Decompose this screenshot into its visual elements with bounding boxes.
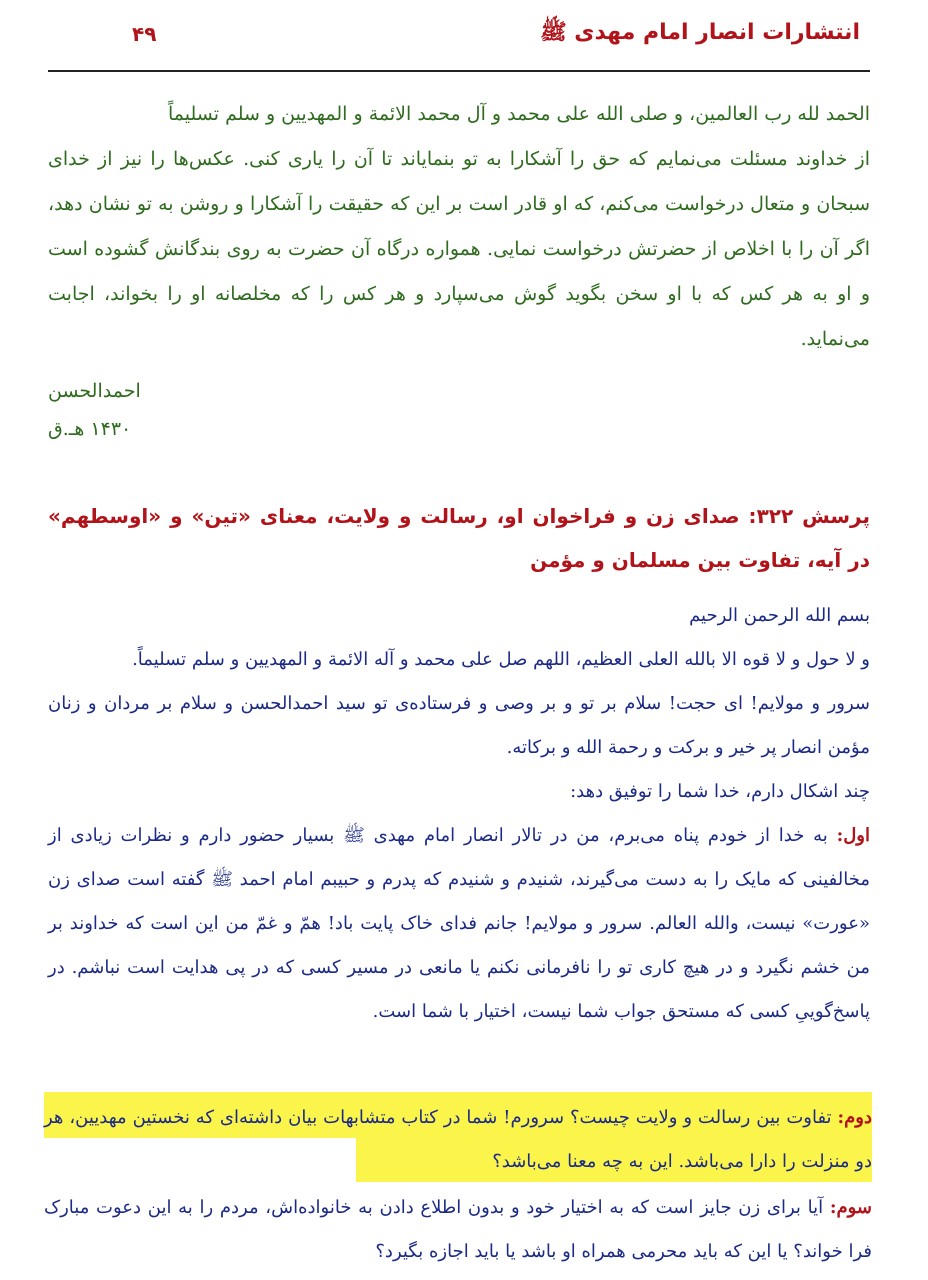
intro-paragraph: از خداوند مسئلت می‌نمایم که حق را آشکارا به تو بنمایاند تا آن را یاری کنی. عکس‌ها را نیز از خدای سبحان و متعال درخواست می‌کنم، که او قادر است بر این که حقیقت را آشکارا و روشن به تو نشان دهد، اگر آن را با اخلاص از حضرتش درخواست نمایی. همواره درگاه آن حضرت به روی بندگانش گشوده است و او به هر کس که با او سخن بگوید گوش می‌سپارد و هر کس را که مخلصانه او را بخواند، اجابت می‌نماید.	[48, 148, 870, 350]
second-label: دوم:	[837, 1107, 872, 1128]
third-text: آیا برای زن جایز است که به اختیار خود و بدون اطلاع دادن به خانواده‌اش، مردم را به این دعوت مبارک فرا خواند؟ یا این که باید محرمی همراه او باشد یا باید اجازه بگیرد؟	[44, 1197, 872, 1262]
page-number: ۴۹	[132, 22, 157, 46]
first-label: اول:	[836, 825, 870, 846]
intro-section	[48, 92, 870, 362]
second-point	[44, 1096, 872, 1184]
second-text: تفاوت بین رسالت و ولایت چیست؟ سرورم! شما در کتاب متشابهات بیان داشته‌ای که نخستین مهدیین، هر دو منزلت را دارا می‌باشد. این به چه معنا می‌باشد؟	[44, 1107, 872, 1172]
greeting-paragraph: سرور و مولایم! ای حجت! سلام بر تو و بر وصی و فرستاده‌ی تو سید احمدالحسن و سلام بر مردان و زنان مؤمن انصار پر خیر و برکت و رحمة الله و برکاته.	[48, 693, 870, 758]
publisher-title: انتشارات انصار امام مهدی ﷺ	[540, 20, 860, 45]
third-label: سوم:	[829, 1197, 872, 1218]
first-point	[48, 814, 870, 1034]
page-header	[50, 14, 870, 60]
question-body	[48, 594, 870, 1034]
signature-block	[48, 372, 870, 448]
signature-name: احمدالحسن	[48, 380, 141, 402]
intro-line: چند اشکال دارم، خدا شما را توفیق دهد:	[570, 781, 870, 802]
header-divider	[48, 70, 870, 72]
third-point	[44, 1186, 872, 1274]
first-text: به خدا از خودم پناه می‌برم، من در تالار انصار امام مهدی ﷺ بسیار حضور دارم و نظرات زیادی از مخالفینی که مایک را به دست می‌گیرند، شنیدم و شنیدم که پدرم و حبیبم امام احمد ﷺ گفته است صدای زن «عورت» نیست، والله العالم. سرور و مولایم! جانم فدای خاک پایت باد! همّ و غمّ من این است که خداوند بر من خشم نگیرد و در هیچ کاری تو را نافرمانی نکنم یا مانعی در مسیر کسی که در پی هدایت است نباشم. در پاسخ‌گوییِ کسی که مستحق جواب شما نیست، اختیار با شما است.	[48, 825, 870, 1022]
signature-date: ۱۴۳۰ هـ.ق	[48, 418, 132, 440]
opening-line: و لا حول و لا قوه الا بالله العلی العظیم، اللهم صل علی محمد و آله الائمة و المهدیین و سلم تسلیماً.	[132, 649, 870, 670]
intro-salutation: الحمد لله رب العالمین، و صلی الله علی محمد و آل محمد الائمة و المهدیین و سلم تسلیماً	[168, 103, 870, 125]
question-heading: پرسش ۳۲۲: صدای زن و فراخوان او، رسالت و ولایت، معنای «تین» و «اوسطهم» در آیه، تفاوت بین مسلمان و مؤمن	[48, 504, 871, 572]
basmala: بسم الله الرحمن الرحیم	[689, 605, 870, 626]
